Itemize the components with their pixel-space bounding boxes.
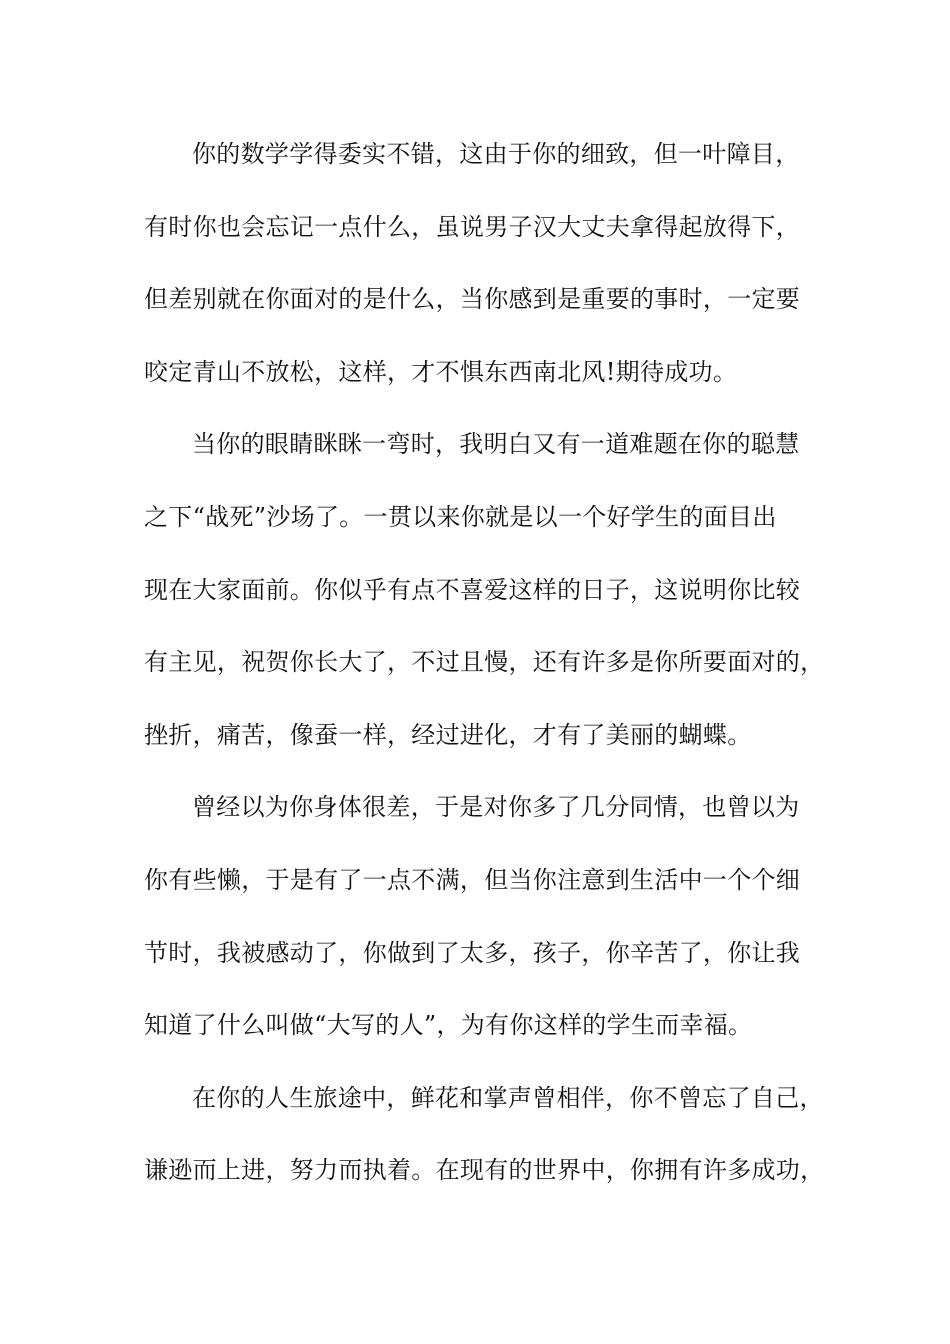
text-line: 有时你也会忘记一点什么，虽说男子汉大丈夫拿得起放得下， — [144, 212, 801, 241]
text-line: 节时，我被感动了，你做到了太多，孩子，你辛苦了，你让我 — [144, 938, 801, 967]
text-line: 但差别就在你面对的是什么，当你感到是重要的事时，一定要 — [144, 285, 801, 314]
text-line: 之下“战死”沙场了。一贯以来你就是以一个好学生的面目出 — [144, 502, 777, 531]
text-line: 谦逊而上进，努力而执着。在现有的世界中，你拥有许多成功， — [144, 1156, 825, 1185]
text-line: 知道了什么叫做“大写的人”，为有你这样的学生而幸福。 — [144, 1011, 753, 1040]
text-line: 你有些懒，于是有了一点不满，但当你注意到生活中一个个细 — [144, 865, 801, 894]
document-body — [144, 132, 834, 1221]
text-line: 在你的人生旅途中，鲜花和掌声曾相伴，你不曾忘了自己， — [192, 1083, 824, 1112]
text-line: 现在大家面前。你似乎有点不喜爱这样的日子，这说明你比较 — [144, 575, 801, 604]
text-line: 你的数学学得委实不错，这由于你的细致，但一叶障目， — [192, 140, 800, 168]
paragraph-2 — [144, 422, 834, 785]
text-line: 咬定青山不放松，这样，才不惧东西南北风!期待成功。 — [144, 357, 738, 386]
paragraph-3 — [144, 785, 834, 1075]
paragraph-1 — [144, 132, 834, 422]
text-line: 曾经以为你身体很差，于是对你多了几分同情，也曾以为 — [192, 793, 800, 822]
text-line: 挫折，痛苦，像蚕一样，经过进化，才有了美丽的蝴蝶。 — [144, 720, 752, 749]
text-line: 有主见，祝贺你长大了，不过且慢，还有许多是你所要面对的， — [144, 648, 825, 677]
paragraph-4 — [144, 1076, 834, 1221]
text-line: 当你的眼睛眯眯一弯时，我明白又有一道难题在你的聪慧 — [192, 430, 800, 459]
